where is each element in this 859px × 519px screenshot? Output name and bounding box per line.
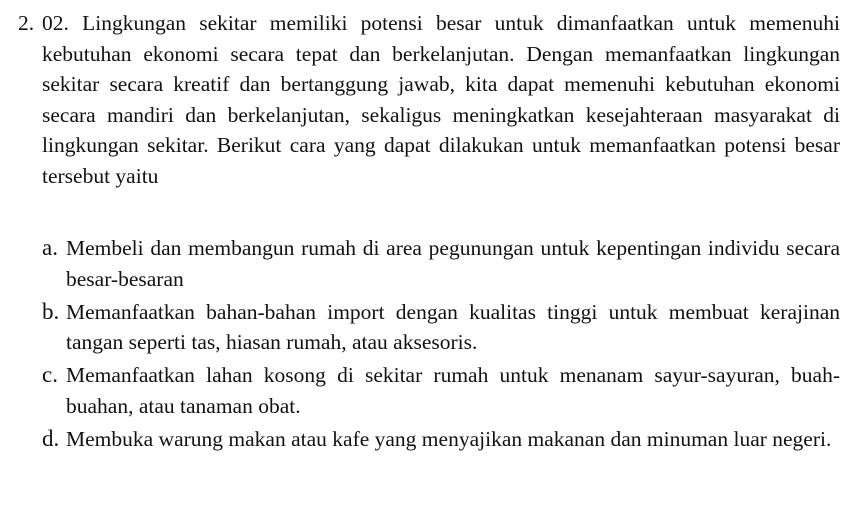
option-a[interactable] (42, 233, 840, 294)
option-d[interactable] (42, 424, 840, 455)
option-text: Memanfaatkan lahan kosong di sekitar rumah untuk menanam sayur-sayuran, buah-buahan, atau tanaman obat. (66, 363, 840, 418)
option-text: Memanfaatkan bahan-bahan import dengan kualitas tinggi untuk membuat kerajinan tangan seperti tas, hiasan rumah, atau aksesoris. (66, 299, 840, 355)
question-block (18, 8, 840, 192)
question-text: 02. Lingkungan sekitar memiliki potensi besar untuk dimanfaatkan untuk memenuhi kebutuhan ekonomi secara tepat dan berkelanjutan. Dengan memanfaatkan lingkungan sekitar secara kreatif dan bertanggung jawab, kita dapat memenuhi kebutuhan ekonomi secara mandiri dan berkelanjutan, sekaligus meningkatkan kesejahteraan masyarakat di lingkungan sekitar. Berikut cara yang dapat dilakukan untuk memanfaatkan potensi besar tersebut yaitu (42, 11, 840, 188)
option-letter: b. (42, 298, 60, 324)
answer-options (42, 233, 840, 457)
option-letter: c. (42, 362, 58, 388)
option-letter: a. (42, 235, 58, 260)
option-b[interactable] (42, 297, 840, 358)
option-text: Membeli dan membangun rumah di area pegunungan untuk kepentingan individu secara besar-besaran (66, 236, 840, 291)
option-text: Membuka warung makan atau kafe yang menyajikan makanan dan minuman luar negeri. (66, 427, 832, 452)
option-letter: d. (42, 426, 60, 452)
question-number: 2. (18, 11, 35, 35)
option-c[interactable] (42, 360, 840, 421)
